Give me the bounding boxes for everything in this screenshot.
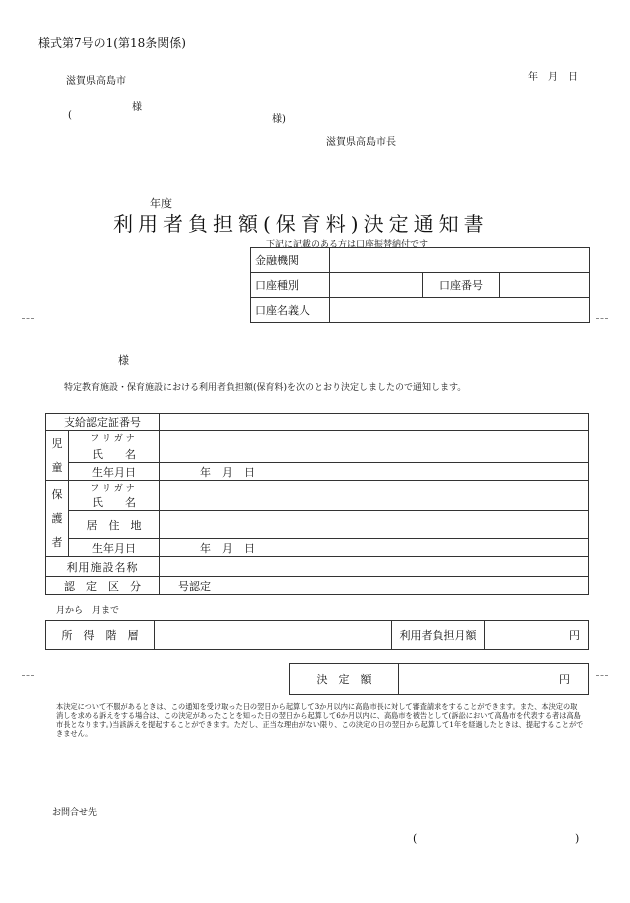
inquiry-paren-open: ( [413,832,418,845]
child-birthdate-value: 年 月 日 [160,463,589,481]
decided-amount-table [289,663,589,695]
guardian-address-label: 居 住 地 [69,511,160,539]
fold-mark-left [22,318,34,319]
account-number-value [500,273,590,298]
fold-mark-left-2 [22,675,34,676]
period-label: 月から 月まで [56,606,120,616]
mayor: 滋賀県高島市長 [326,137,396,148]
guardian-label-char: 護 [51,511,63,525]
inquiry-paren-close: ) [575,832,580,845]
fold-mark-right-2 [596,675,608,676]
issue-date: 年 月 日 [528,72,578,83]
account-type-value [330,273,423,298]
guardian-label [46,481,69,557]
addressee-paren-open: ( [68,110,72,121]
addressee-sama: 様 [132,102,142,113]
account-holder-value [330,298,590,323]
guardian-address-value [160,511,589,539]
account-holder-label: 口座名義人 [251,298,330,323]
recipient-sama: 様 [118,354,129,367]
intro-text: 特定教育施設・保育施設における利用者負担額(保育料)を次のとおり決定しましたので通知します。 [64,383,467,393]
cert-number-label: 支給認定証番号 [46,414,160,431]
monthly-fee-label: 利用者負担月額 [392,621,485,650]
bank-note: 下記に記載のある方は口座振替納付です [266,240,429,250]
income-label: 所 得 階 層 [46,621,155,650]
category-value: 号認定 [160,577,589,595]
guardian-label-char: 保 [51,487,63,501]
child-name-label [69,431,160,463]
guardian-birthdate-label: 生年月日 [69,539,160,557]
form-number: 様式第7号の1(第18条関係) [38,36,186,50]
guardian-birthdate-value: 年 月 日 [160,539,589,557]
inquiry-label: お問合せ先 [52,808,98,818]
details-table [45,413,589,595]
account-type-label: 口座種別 [251,273,330,298]
appeal-notice: 本決定について不服があるときは、この通知を受け取った日の翌日から起算して3か月以内に高島市長に対して審査請求をすることができます。また、本決定の取消しを求める訴えをする場合は、この決定があったことを知った日の翌日から起算して6か月以内に、高島市を被告として(訴訟において高島市を代表する者は高島市長となります。)当該訴えを提起することができます。ただし、正当な理由がない限り、この決定の日の翌日から起算して1年を経過したときは、提起することができません。 [56,702,584,738]
monthly-fee-yen: 円 [485,621,589,650]
document-title: 利用者負担額(保育料)決定通知書 [113,212,489,236]
child-label-char: 児 [51,436,63,450]
bank-institution-label: 金融機関 [251,248,330,273]
child-label-char: 童 [51,460,63,474]
guardian-name-value [160,481,589,511]
guardian-label-char: 者 [51,535,63,549]
decided-amount-label: 決 定 額 [290,664,399,695]
child-name-value [160,431,589,463]
facility-label: 利用施設名称 [46,557,160,577]
guardian-furigana-label: フリガナ [90,483,138,494]
child-name-text: 氏 名 [92,447,136,461]
addressee-paren-sama: 様) [272,114,286,125]
child-label [46,431,69,481]
account-number-label: 口座番号 [423,273,500,298]
income-table [45,620,589,650]
issuer-city: 滋賀県高島市 [66,76,126,87]
guardian-name-text: 氏 名 [92,495,136,509]
child-furigana-label: フリガナ [90,433,138,444]
guardian-name-label [69,481,160,511]
bank-table [250,247,590,323]
fiscal-year-label: 年度 [150,197,172,210]
child-birthdate-label: 生年月日 [69,463,160,481]
facility-value [160,557,589,577]
cert-number-value [160,414,589,431]
category-label: 認 定 区 分 [46,577,160,595]
decided-amount-yen: 円 [399,664,589,695]
bank-institution-value [330,248,590,273]
income-value [155,621,392,650]
fold-mark-right [596,318,608,319]
